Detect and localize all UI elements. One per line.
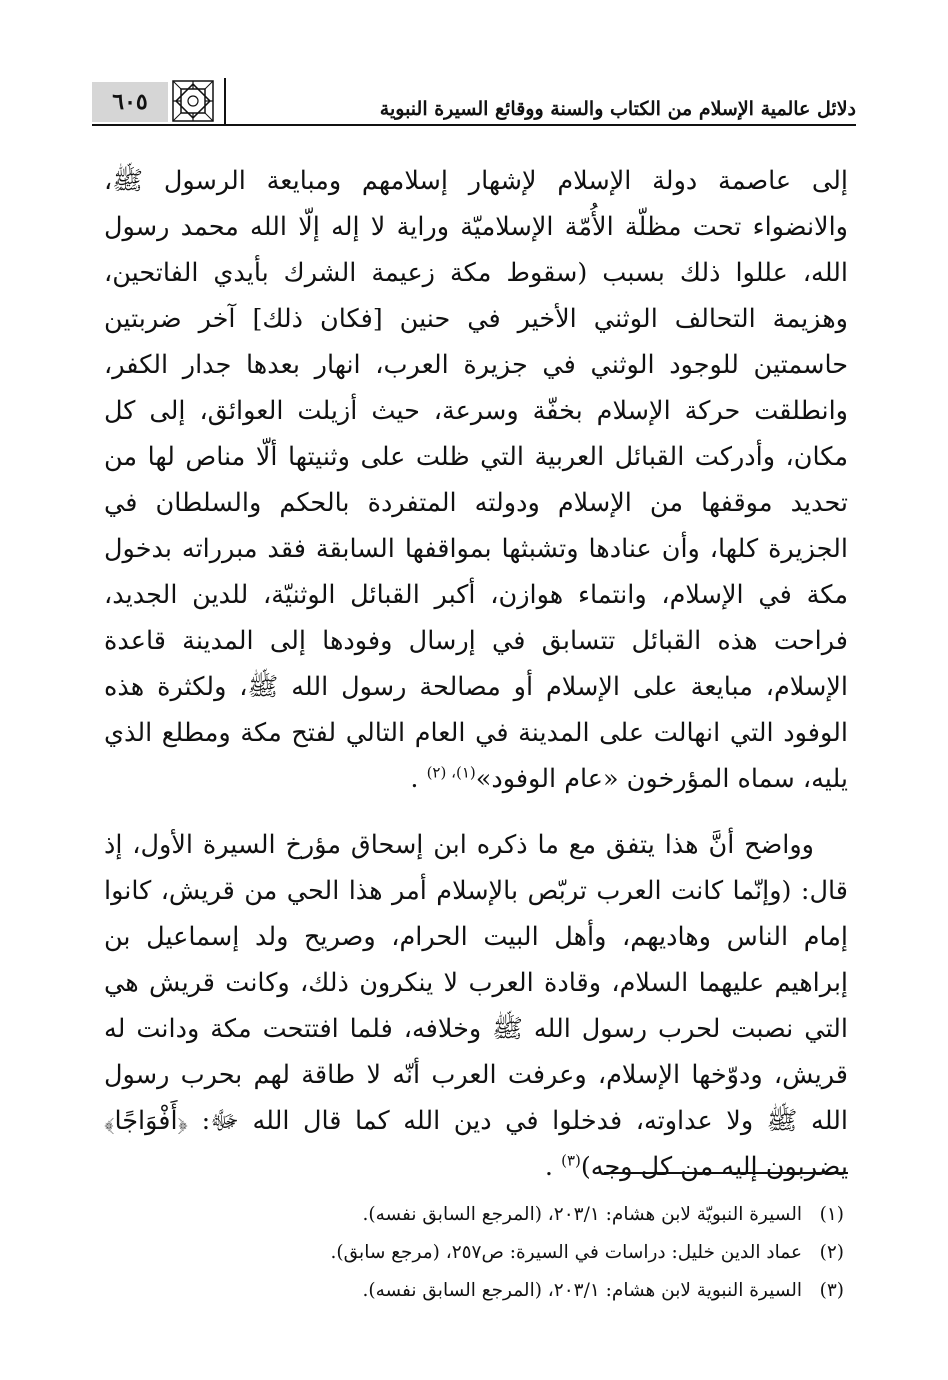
footnote-refs-1-2: (١)، (٢) bbox=[426, 763, 476, 782]
header-rule bbox=[92, 124, 856, 126]
footnote-number: (١) bbox=[819, 1204, 844, 1225]
footnote-text: عماد الدين خليل: دراسات في السيرة: ص٢٥٧، (مرجع سابق). bbox=[330, 1242, 802, 1263]
footnote-text: السيرة النبوية لابن هشام: ٢٠٣/١، (المرجع السابق نفسه). bbox=[362, 1280, 802, 1301]
header-divider bbox=[224, 78, 226, 126]
footnote-text: السيرة النبويّة لابن هشام: ٢٠٣/١، (المرجع السابق نفسه). bbox=[362, 1204, 802, 1225]
paragraph-2-end: . bbox=[544, 1152, 553, 1182]
footnote-separator bbox=[604, 1172, 848, 1174]
paragraph-2-text: وواضح أنَّ هذا يتفق مع ما ذكره ابن إسحاق مؤرخ السيرة الأول، إذ قال: (وإنّما كانت العرب تربّص بالإسلام أمر هذا الحي من قريش، كانوا إمام الناس وهاديهم، وأهل البيت الحرام، وصريح ولد إسماعيل بن إبراهيم عليهما السلام، وقادة العرب لا ينكرون ذلك، وكانت قريش هي التي نصبت لحرب رسول الله ﷺ وخلافه، فلما افتتحت مكة ودانت له قريش، ودوّخها الإسلام، وعرفت العرب أنّه لا طاقة لهم بحرب رسول الله ﷺ ولا عداوته، فدخلوا في دين الله كما قال الله ﷻ: ﴿أَفْوَاجًا﴾ يضربون إليه من كل وجه) bbox=[104, 830, 848, 1182]
footnote-2 bbox=[104, 1234, 844, 1272]
main-text bbox=[104, 158, 848, 1190]
islamic-star-ornament-icon bbox=[172, 80, 214, 122]
paragraph-2 bbox=[104, 822, 848, 1190]
footnote-ref-3: (٣) bbox=[561, 1151, 581, 1170]
running-header-title: دلائل عالمية الإسلام من الكتاب والسنة ووقائع السيرة النبوية bbox=[379, 98, 856, 120]
paragraph-1-text: إلى عاصمة دولة الإسلام لإشهار إسلامهم ومبايعة الرسول ﷺ، والانضواء تحت مظلّة الأُمّة الإسلاميّة وراية لا إله إلّا الله محمد رسول الله، عللوا ذلك بسبب (سقوط مكة زعيمة الشرك بأيدي الفاتحين، وهزيمة التحالف الوثني الأخير في حنين [فكان ذلك] آخر ضربتين حاسمتين للوجود الوثني في جزيرة العرب، انهار بعدها جدار الكفر، وانطلقت حركة الإسلام بخفّة وسرعة، حيث أزيلت العوائق، إلى كل مكان، وأدركت القبائل العربية التي ظلت على وثنيتها ألّا مناص لها من تحديد موقفها من الإسلام ودولته المتفردة بالحكم والسلطان في الجزيرة كلها، وأن عنادها وتشبثها بمواقفها السابقة فقد مبرراته بدخول مكة في الإسلام، وانتماء هوازن، أكبر القبائل الوثنيّة، للدين الجديد، فراحت هذه القبائل تتسابق في إرسال وفودها إلى المدينة قاعدة الإسلام، مبايعة على الإسلام أو مصالحة رسول الله ﷺ، ولكثرة هذه الوفود التي انهالت على المدينة في العام التالي لفتح مكة ومطلع الذي يليه، سماه المؤرخون «عام الوفود» bbox=[104, 166, 848, 794]
paragraph-1 bbox=[104, 158, 848, 802]
footnote-3 bbox=[104, 1272, 844, 1310]
footnote-number: (٣) bbox=[819, 1280, 844, 1301]
page-number: ٦٠٥ bbox=[92, 82, 168, 122]
footnote-number: (٢) bbox=[819, 1242, 844, 1263]
paragraph-1-end: . bbox=[410, 764, 419, 794]
running-header bbox=[92, 70, 856, 126]
footnotes-list bbox=[104, 1196, 844, 1310]
footnote-1 bbox=[104, 1196, 844, 1234]
